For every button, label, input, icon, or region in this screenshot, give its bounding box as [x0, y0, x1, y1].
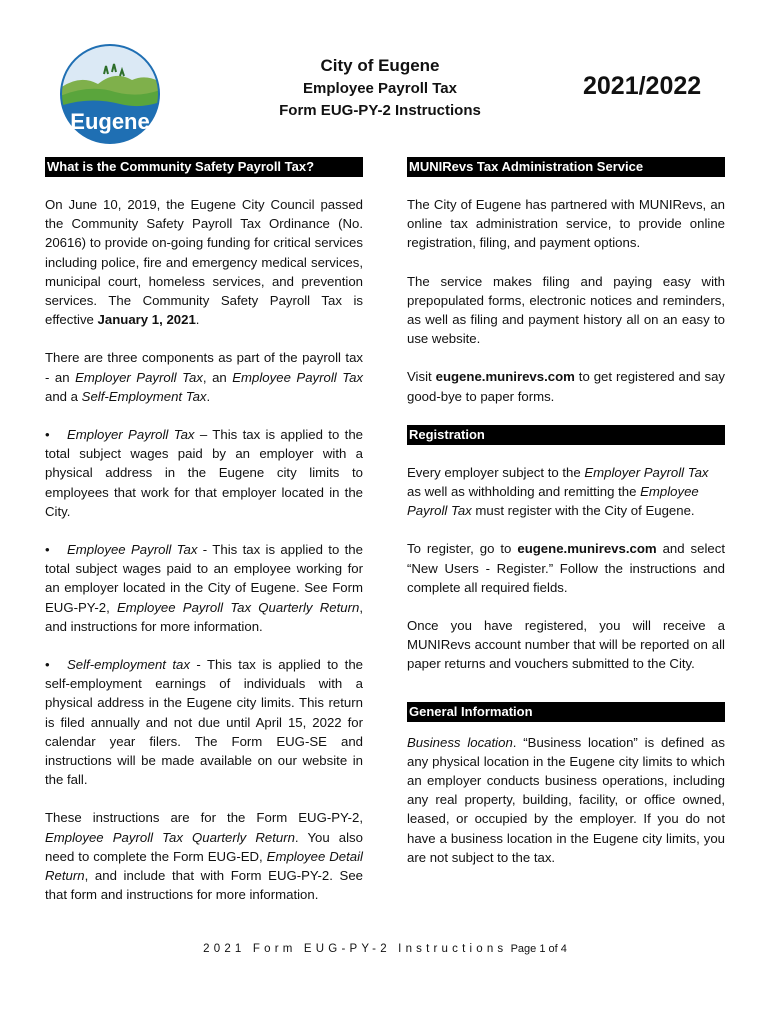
munirevs-service-paragraph: The service makes filing and paying easy with prepopulated forms, electronic notices and reminders, as well as filing and payment history all on an easy to use website.: [407, 273, 725, 347]
bullet-employee-tax: • Employee Payroll Tax - This tax is applied to the total subject wages paid to an employee working for an employer located in the City of Eugene. See Form EUG-PY-2, Employee Payroll Tax Quarterly Return, and instructions for more information.: [45, 542, 363, 634]
section-heading-munirevs: MUNIRevs Tax Administration Service: [407, 157, 725, 177]
page-footer: [0, 943, 770, 955]
city-of-eugene-logo: [60, 44, 160, 144]
business-location-paragraph: Business location. “Business location” is defined as any physical location in the Eugene city limits to which an employer conducts business operations, including any real property, building, facility, or office owned, leased, or occupied by the employer. If you do not have a business location in the Eugene city limits, you are not subject to the tax.: [407, 734, 725, 865]
tax-year: 2021/2022: [583, 72, 702, 100]
account-number-paragraph: Once you have registered, you will receive a MUNIRevs account number that will be reported on all paper returns and vouchers submitted to the City.: [407, 618, 725, 672]
intro-paragraph: On June 10, 2019, the Eugene City Council passed the Community Safety Payroll Tax Ordinance (No. 20616) to provide on-going funding for critical services including police, fire and emergency medical services, municipal court, homeless services, and prevention services. The Community Safety Payroll Tax is effective January 1, 2021.: [45, 197, 363, 328]
right-column: [407, 157, 725, 867]
munirevs-link[interactable]: eugene.munirevs.com: [435, 369, 575, 385]
left-column: [45, 157, 363, 905]
components-paragraph: There are three components as part of the payroll tax - an Employer Payroll Tax, an Employee Payroll Tax and a Self-Employment Tax.: [45, 350, 364, 404]
header-subtitle-form: Form EUG-PY-2 Instructions: [279, 102, 481, 119]
section-heading-general-information: General Information: [407, 702, 725, 722]
munirevs-partner-paragraph: The City of Eugene has partnered with MUNIRevs, an online tax administration service, to provide online registration, filing, and payment options.: [407, 197, 725, 251]
how-to-register-paragraph: To register, go to eugene.munirevs.com and select “New Users - Register.” Follow the instructions and complete all required fields.: [407, 541, 725, 595]
logo-text: Eugene: [70, 109, 150, 134]
munirevs-link-register[interactable]: eugene.munirevs.com: [517, 541, 657, 557]
header-title: City of Eugene: [320, 56, 440, 75]
footer-form-label: 2021 Form EUG-PY-2 Instructions: [203, 943, 508, 955]
document-header: [230, 54, 530, 122]
section-heading-registration: Registration: [407, 425, 725, 445]
header-subtitle-tax: Employee Payroll Tax: [303, 80, 457, 97]
bullet-self-employment-tax: • Self-employment tax - This tax is applied to the self-employment earnings of individuals with a physical address in the Eugene city limits. This return is filed annually and not due until April 15, 2022 for calendar year filers. The Form EUG-SE and instructions will be made available on our website in the fall.: [45, 657, 363, 788]
bullet-employer-tax: • Employer Payroll Tax – This tax is applied to the total subject wages paid by an employer with a physical address in the Eugene city limits to employees that work for that employer located in the City.: [45, 427, 363, 519]
registration-requirement-paragraph: Every employer subject to the Employer Payroll Tax as well as withholding and remitting the Employee Payroll Tax must register with the City of Eugene.: [407, 464, 709, 519]
instructions-paragraph: These instructions are for the Form EUG-PY-2, Employee Payroll Tax Quarterly Return. You also need to complete the Form EUG-ED, Employee Detail Return, and include that with Form EUG-PY-2. See that form and instructions for more information.: [45, 810, 363, 903]
section-heading-what-is: What is the Community Safety Payroll Tax?: [45, 157, 363, 177]
visit-paragraph: Visit eugene.munirevs.com to get registered and say good-bye to paper forms.: [407, 369, 725, 404]
footer-page-number: Page 1 of 4: [510, 943, 567, 955]
